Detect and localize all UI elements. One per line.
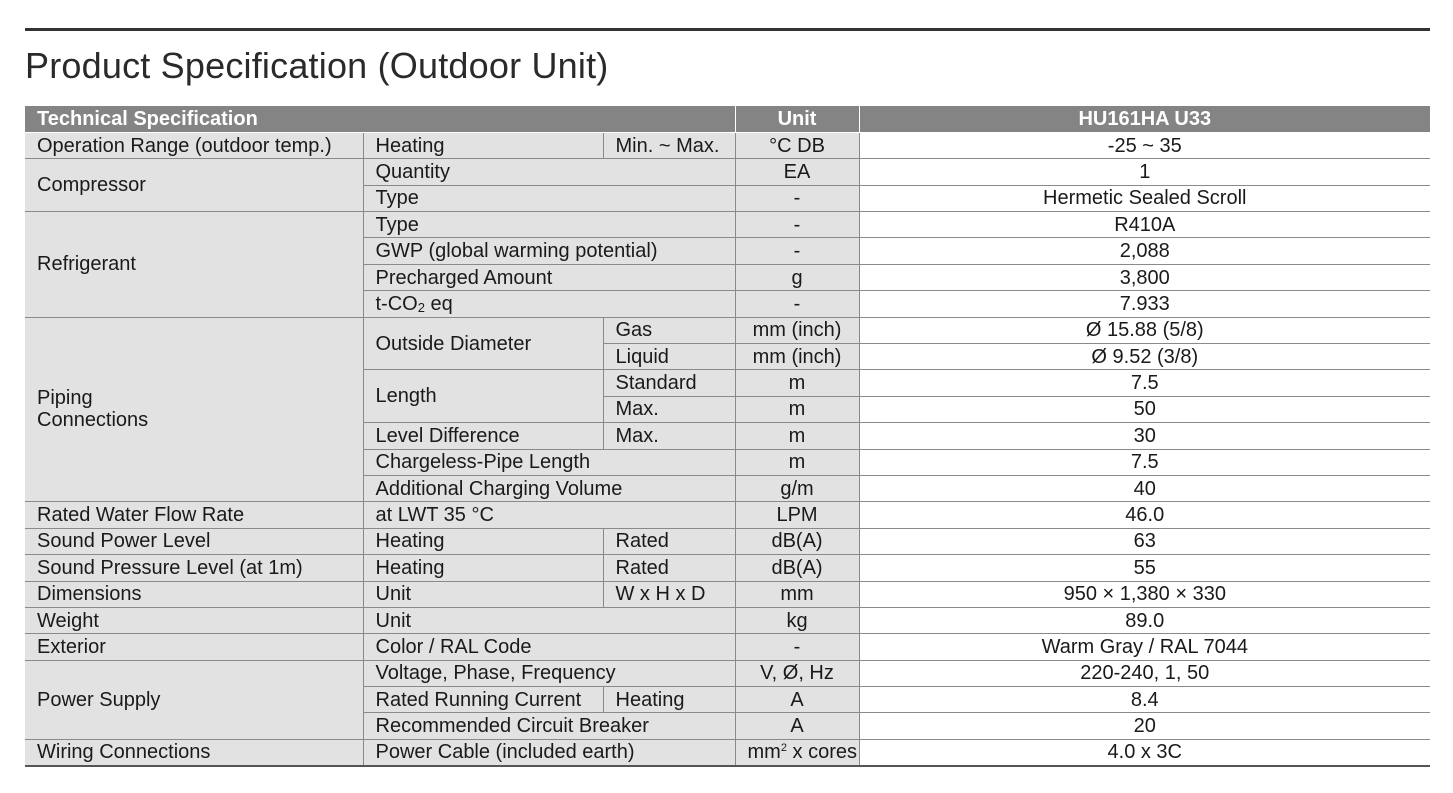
sub-label-2: Liquid bbox=[603, 344, 735, 370]
value-cell: Ø 9.52 (3/8) bbox=[859, 344, 1430, 370]
sub-label: Precharged Amount bbox=[363, 264, 735, 290]
value-cell: 8.4 bbox=[859, 687, 1430, 713]
sub-label-2: Standard bbox=[603, 370, 735, 396]
sub-label: Type bbox=[363, 212, 735, 238]
unit-cell: mm (inch) bbox=[735, 344, 859, 370]
table-row bbox=[25, 132, 1430, 158]
tco2-prefix: t-CO bbox=[375, 292, 418, 315]
unit-cell-wiring bbox=[735, 739, 859, 765]
unit-cell: LPM bbox=[735, 502, 859, 528]
unit-cell: - bbox=[735, 238, 859, 264]
table-row bbox=[25, 607, 1430, 633]
piping-label-line2: Connections bbox=[37, 409, 149, 432]
row-label-water-flow: Rated Water Flow Rate bbox=[25, 502, 363, 528]
value-cell: 7.933 bbox=[859, 291, 1430, 317]
unit-cell: kg bbox=[735, 607, 859, 633]
value-cell: 950 × 1,380 × 330 bbox=[859, 581, 1430, 607]
row-label-weight: Weight bbox=[25, 607, 363, 633]
unit-cell: m bbox=[735, 396, 859, 422]
table-row bbox=[25, 317, 1430, 343]
unit-cell: - bbox=[735, 291, 859, 317]
wiring-unit-superscript: 2 bbox=[780, 742, 787, 755]
table-row bbox=[25, 581, 1430, 607]
value-cell: Hermetic Sealed Scroll bbox=[859, 185, 1430, 211]
sub-label: Unit bbox=[363, 607, 735, 633]
sub-label: Voltage, Phase, Frequency bbox=[363, 660, 735, 686]
value-cell: 46.0 bbox=[859, 502, 1430, 528]
value-cell: 3,800 bbox=[859, 264, 1430, 290]
unit-cell: m bbox=[735, 449, 859, 475]
unit-cell: mm bbox=[735, 581, 859, 607]
sub-label: Chargeless-Pipe Length bbox=[363, 449, 735, 475]
sub-label: Color / RAL Code bbox=[363, 634, 735, 660]
unit-cell: V, Ø, Hz bbox=[735, 660, 859, 686]
row-label-refrigerant: Refrigerant bbox=[25, 212, 363, 318]
sub-label-2: Rated bbox=[603, 555, 735, 581]
sub-label: Additional Charging Volume bbox=[363, 475, 735, 501]
sub-label: Level Difference bbox=[363, 423, 603, 449]
sub-label: Heating bbox=[363, 528, 603, 554]
value-cell: 7.5 bbox=[859, 370, 1430, 396]
value-cell: 220-240, 1, 50 bbox=[859, 660, 1430, 686]
sub-label-tco2 bbox=[363, 291, 735, 317]
sub-label: GWP (global warming potential) bbox=[363, 238, 735, 264]
unit-cell: m bbox=[735, 370, 859, 396]
table-row bbox=[25, 502, 1430, 528]
value-cell: R410A bbox=[859, 212, 1430, 238]
sub-label-2: Max. bbox=[603, 396, 735, 422]
sub-label-2: Min. ~ Max. bbox=[603, 132, 735, 158]
row-label-power-supply: Power Supply bbox=[25, 660, 363, 739]
sub-label-2: Rated bbox=[603, 528, 735, 554]
value-cell: 50 bbox=[859, 396, 1430, 422]
value-cell: 40 bbox=[859, 475, 1430, 501]
sub-label: Unit bbox=[363, 581, 603, 607]
unit-cell: A bbox=[735, 687, 859, 713]
table-row bbox=[25, 555, 1430, 581]
row-label-wiring: Wiring Connections bbox=[25, 739, 363, 765]
header-technical-specification: Technical Specification bbox=[25, 106, 735, 132]
value-cell: 63 bbox=[859, 528, 1430, 554]
table-row bbox=[25, 212, 1430, 238]
unit-cell: m bbox=[735, 423, 859, 449]
spec-table bbox=[25, 106, 1430, 767]
value-cell: 7.5 bbox=[859, 449, 1430, 475]
value-cell: Ø 15.88 (5/8) bbox=[859, 317, 1430, 343]
table-row bbox=[25, 634, 1430, 660]
sub-label: Quantity bbox=[363, 159, 735, 185]
unit-cell: - bbox=[735, 634, 859, 660]
sub-label-2: Heating bbox=[603, 687, 735, 713]
sub-label-2: W x H x D bbox=[603, 581, 735, 607]
row-label-piping-connections bbox=[25, 317, 363, 502]
unit-cell: dB(A) bbox=[735, 528, 859, 554]
wiring-unit-suffix: x cores bbox=[786, 741, 857, 764]
unit-cell: mm (inch) bbox=[735, 317, 859, 343]
value-cell: 1 bbox=[859, 159, 1430, 185]
unit-cell: EA bbox=[735, 159, 859, 185]
unit-cell: dB(A) bbox=[735, 555, 859, 581]
row-label-sound-pressure: Sound Pressure Level (at 1m) bbox=[25, 555, 363, 581]
top-rule bbox=[25, 28, 1430, 31]
table-row bbox=[25, 528, 1430, 554]
header-model: HU161HA U33 bbox=[859, 106, 1430, 132]
sub-label: Heating bbox=[363, 555, 603, 581]
value-cell: 30 bbox=[859, 423, 1430, 449]
table-header-row bbox=[25, 106, 1430, 132]
sub-label: Recommended Circuit Breaker bbox=[363, 713, 735, 739]
value-cell: 20 bbox=[859, 713, 1430, 739]
value-cell: 4.0 x 3C bbox=[859, 739, 1430, 765]
table-row bbox=[25, 660, 1430, 686]
unit-cell: g/m bbox=[735, 475, 859, 501]
sub-label: at LWT 35 °C bbox=[363, 502, 735, 528]
value-cell: -25 ~ 35 bbox=[859, 132, 1430, 158]
sub-label-2: Max. bbox=[603, 423, 735, 449]
wiring-unit-prefix: mm bbox=[747, 741, 781, 764]
unit-cell: A bbox=[735, 713, 859, 739]
sub-label: Type bbox=[363, 185, 735, 211]
sub-label: Outside Diameter bbox=[363, 317, 603, 370]
table-row bbox=[25, 739, 1430, 765]
row-label-exterior: Exterior bbox=[25, 634, 363, 660]
piping-label-line1: Piping bbox=[37, 387, 93, 410]
row-label-compressor: Compressor bbox=[25, 159, 363, 212]
row-label-operation-range: Operation Range (outdoor temp.) bbox=[25, 132, 363, 158]
sub-label: Power Cable (included earth) bbox=[363, 739, 735, 765]
row-label-dimensions: Dimensions bbox=[25, 581, 363, 607]
tco2-suffix: eq bbox=[424, 292, 453, 315]
row-label-sound-power: Sound Power Level bbox=[25, 528, 363, 554]
sub-label-2: Gas bbox=[603, 317, 735, 343]
page-title: Product Specification (Outdoor Unit) bbox=[25, 45, 609, 86]
sub-label: Rated Running Current bbox=[363, 687, 603, 713]
value-cell: Warm Gray / RAL 7044 bbox=[859, 634, 1430, 660]
unit-cell: - bbox=[735, 212, 859, 238]
unit-cell: g bbox=[735, 264, 859, 290]
unit-cell: °C DB bbox=[735, 132, 859, 158]
header-unit: Unit bbox=[735, 106, 859, 132]
sub-label: Heating bbox=[363, 132, 603, 158]
value-cell: 2,088 bbox=[859, 238, 1430, 264]
value-cell: 55 bbox=[859, 555, 1430, 581]
unit-cell: - bbox=[735, 185, 859, 211]
table-row bbox=[25, 159, 1430, 185]
tco2-subscript: 2 bbox=[417, 299, 425, 315]
value-cell: 89.0 bbox=[859, 607, 1430, 633]
sub-label: Length bbox=[363, 370, 603, 423]
